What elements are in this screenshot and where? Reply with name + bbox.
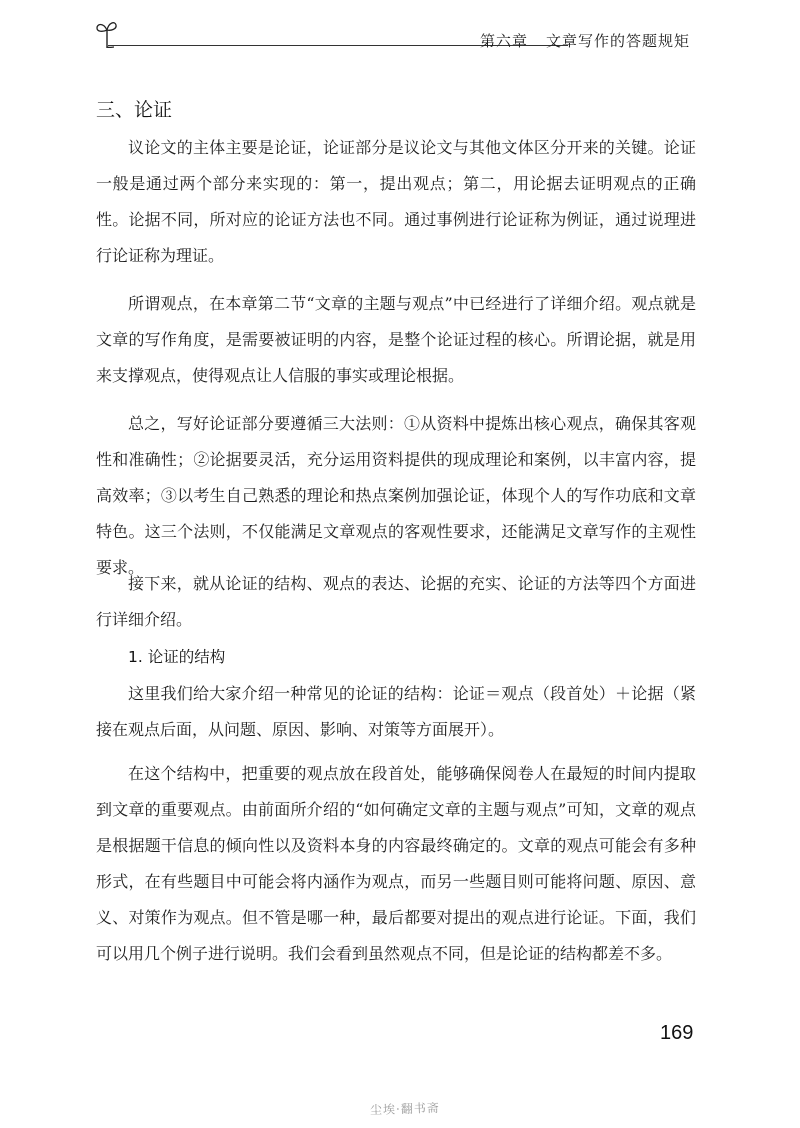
- section-title: 三、论证: [96, 99, 173, 121]
- paragraph-2: 所谓观点，在本章第二节“文章的主题与观点”中已经进行了详细介绍。观点就是文章的写作角度，是需要被证明的内容，是整个论证过程的核心。所谓论据，就是用来支撑观点，使得观点让人信服的事实或理论根据。: [96, 294, 696, 385]
- paragraph-1: 议论文的主体主要是论证，论证部分是议论文与其他文体区分开来的关键。论证一般是通过两个部分来实现的：第一，提出观点；第二，用论据去证明观点的正确性。论据不同，所对应的论证方法也不同。通过事例进行论证称为例证，通过说理进行论证称为理证。: [96, 138, 696, 265]
- chapter-label: 第六章: [479, 32, 528, 50]
- page-number: 169: [660, 1022, 694, 1044]
- running-header: [94, 16, 708, 56]
- subsection-title: 1. 论证的结构: [128, 648, 226, 666]
- paragraph-6: 在这个结构中，把重要的观点放在段首处，能够确保阅卷人在最短的时间内提取到文章的重要观点。由前面所介绍的“如何确定文章的主题与观点”可知，文章的观点是根据题干信息的倾向性以及资料本身的内容最终确定的。文章的观点可能会有多种形式，在有些题目中可能会将内涵作为观点，而另一些题目则可能将问题、原因、意义、对策作为观点。但不管是哪一种，最后都要对提出的观点进行论证。下面，我们可以用几个例子进行说明。我们会看到虽然观点不同，但是论证的结构都差不多。: [96, 764, 696, 963]
- chapter-title: 文章写作的答题规矩: [545, 32, 690, 50]
- header-title: [480, 30, 690, 51]
- watermark-stamp: 尘埃·翻书斋: [369, 1100, 441, 1118]
- paragraph-5: 这里我们给大家介绍一种常见的论证的结构：论证＝观点（段首处）＋论据（紧接在观点后面，从问题、原因、影响、对策等方面展开）。: [96, 684, 696, 739]
- paragraph-3: 总之，写好论证部分要遵循三大法则：①从资料中提炼出核心观点，确保其客观性和准确性；②论据要灵活，充分运用资料提供的现成理论和案例，以丰富内容，提高效率；③以考生自己熟悉的理论和热点案例加强论证，体现个人的写作功底和文章特色。这三个法则，不仅能满足文章观点的客观性要求，还能满足文章写作的主观性要求。: [96, 414, 696, 577]
- paragraph-4: 接下来，就从论证的结构、观点的表达、论据的充实、论证的方法等四个方面进行详细介绍。: [96, 574, 696, 629]
